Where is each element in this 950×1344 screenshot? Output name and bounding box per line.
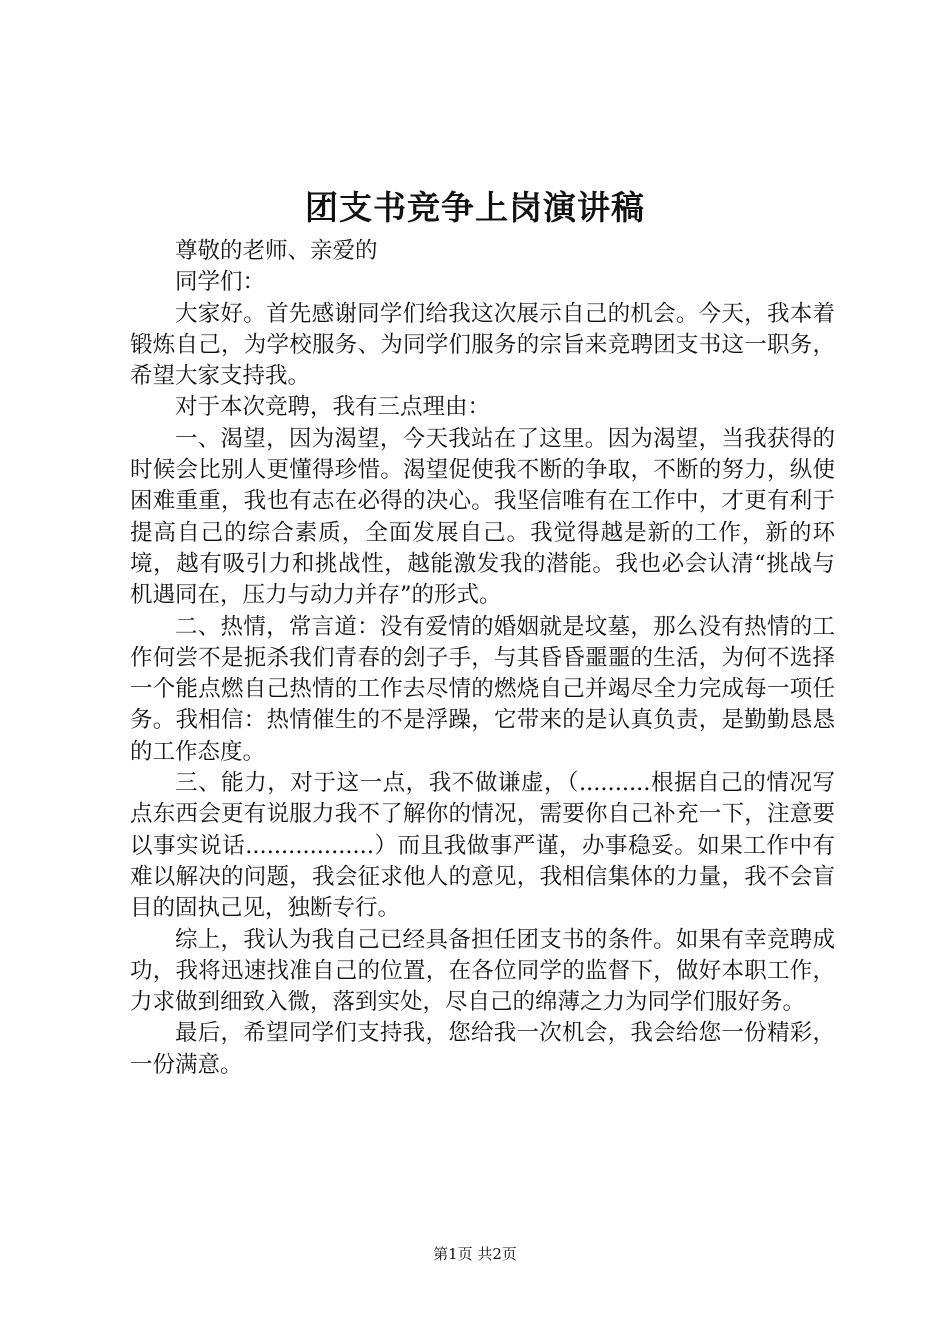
- paragraph-closing: 最后，希望同学们支持我，您给我一次机会，我会给您一份精彩，一份满意。: [130, 1020, 835, 1078]
- paragraph-summary: 综上，我认为我自己已经具备担任团支书的条件。如果有幸竞聘成功，我将迅速找准自己的位置，在各位同学的监督下，做好本职工作，力求做到细致入微，落到实处，尽自己的绵薄之力为同学们服好务。: [130, 926, 835, 1016]
- paragraph-reasons-intro: 对于本次竞聘，我有三点理由：: [175, 394, 491, 421]
- document-body: [130, 236, 835, 1081]
- paragraph-greeting: 大家好。首先感谢同学们给我这次展示自己的机会。今天，我本着锻炼自己，为学校服务、为同学们服务的宗旨来竞聘团支书这一职务，希望大家支持我。: [130, 300, 835, 390]
- paragraph-reason-ability: 三、能力，对于这一点，我不做谦虚，（..........根据自己的情况写点东西会更有说服力我不了解你的情况，需要你自己补充一下，注意要以事实说话..................）而且我做事严谨，办事稳妥。如果工作中有难以解决的问题，我会征求他人的意见，我相信集体的力量，我不会盲目的固执己见，独断专行。: [130, 770, 835, 922]
- document-title: 团支书竞争上岗演讲稿: [305, 188, 645, 227]
- salutation-line-2: 同学们：: [175, 269, 266, 296]
- page-number-footer: 第1页 共2页: [433, 1245, 517, 1263]
- salutation-line-1: 尊敬的老师、亲爱的: [175, 238, 378, 264]
- paragraph-reason-passion: 二、热情，常言道：没有爱情的婚姻就是坟墓，那么没有热情的工作何尝不是扼杀我们青春的刽子手，与其昏昏噩噩的生活，为何不选择一个能点燃自己热情的工作去尽情的燃烧自己并竭尽全力完成每一项任务。我相信：热情催生的不是浮躁，它带来的是认真负责，是勤勤恳恳的工作态度。: [130, 613, 835, 765]
- paragraph-reason-desire: 一、渴望，因为渴望，今天我站在了这里。因为渴望，当我获得的时候会比别人更懂得珍惜。渴望促使我不断的争取，不断的努力，纵使困难重重，我也有志在必得的决心。我坚信唯有在工作中，才更有利于提高自己的综合素质，全面发展自己。我觉得越是新的工作，新的环境，越有吸引力和挑战性，越能激发我的潜能。我也必会认清“挑战与机遇同在，压力与动力并存”的形式。: [130, 425, 835, 609]
